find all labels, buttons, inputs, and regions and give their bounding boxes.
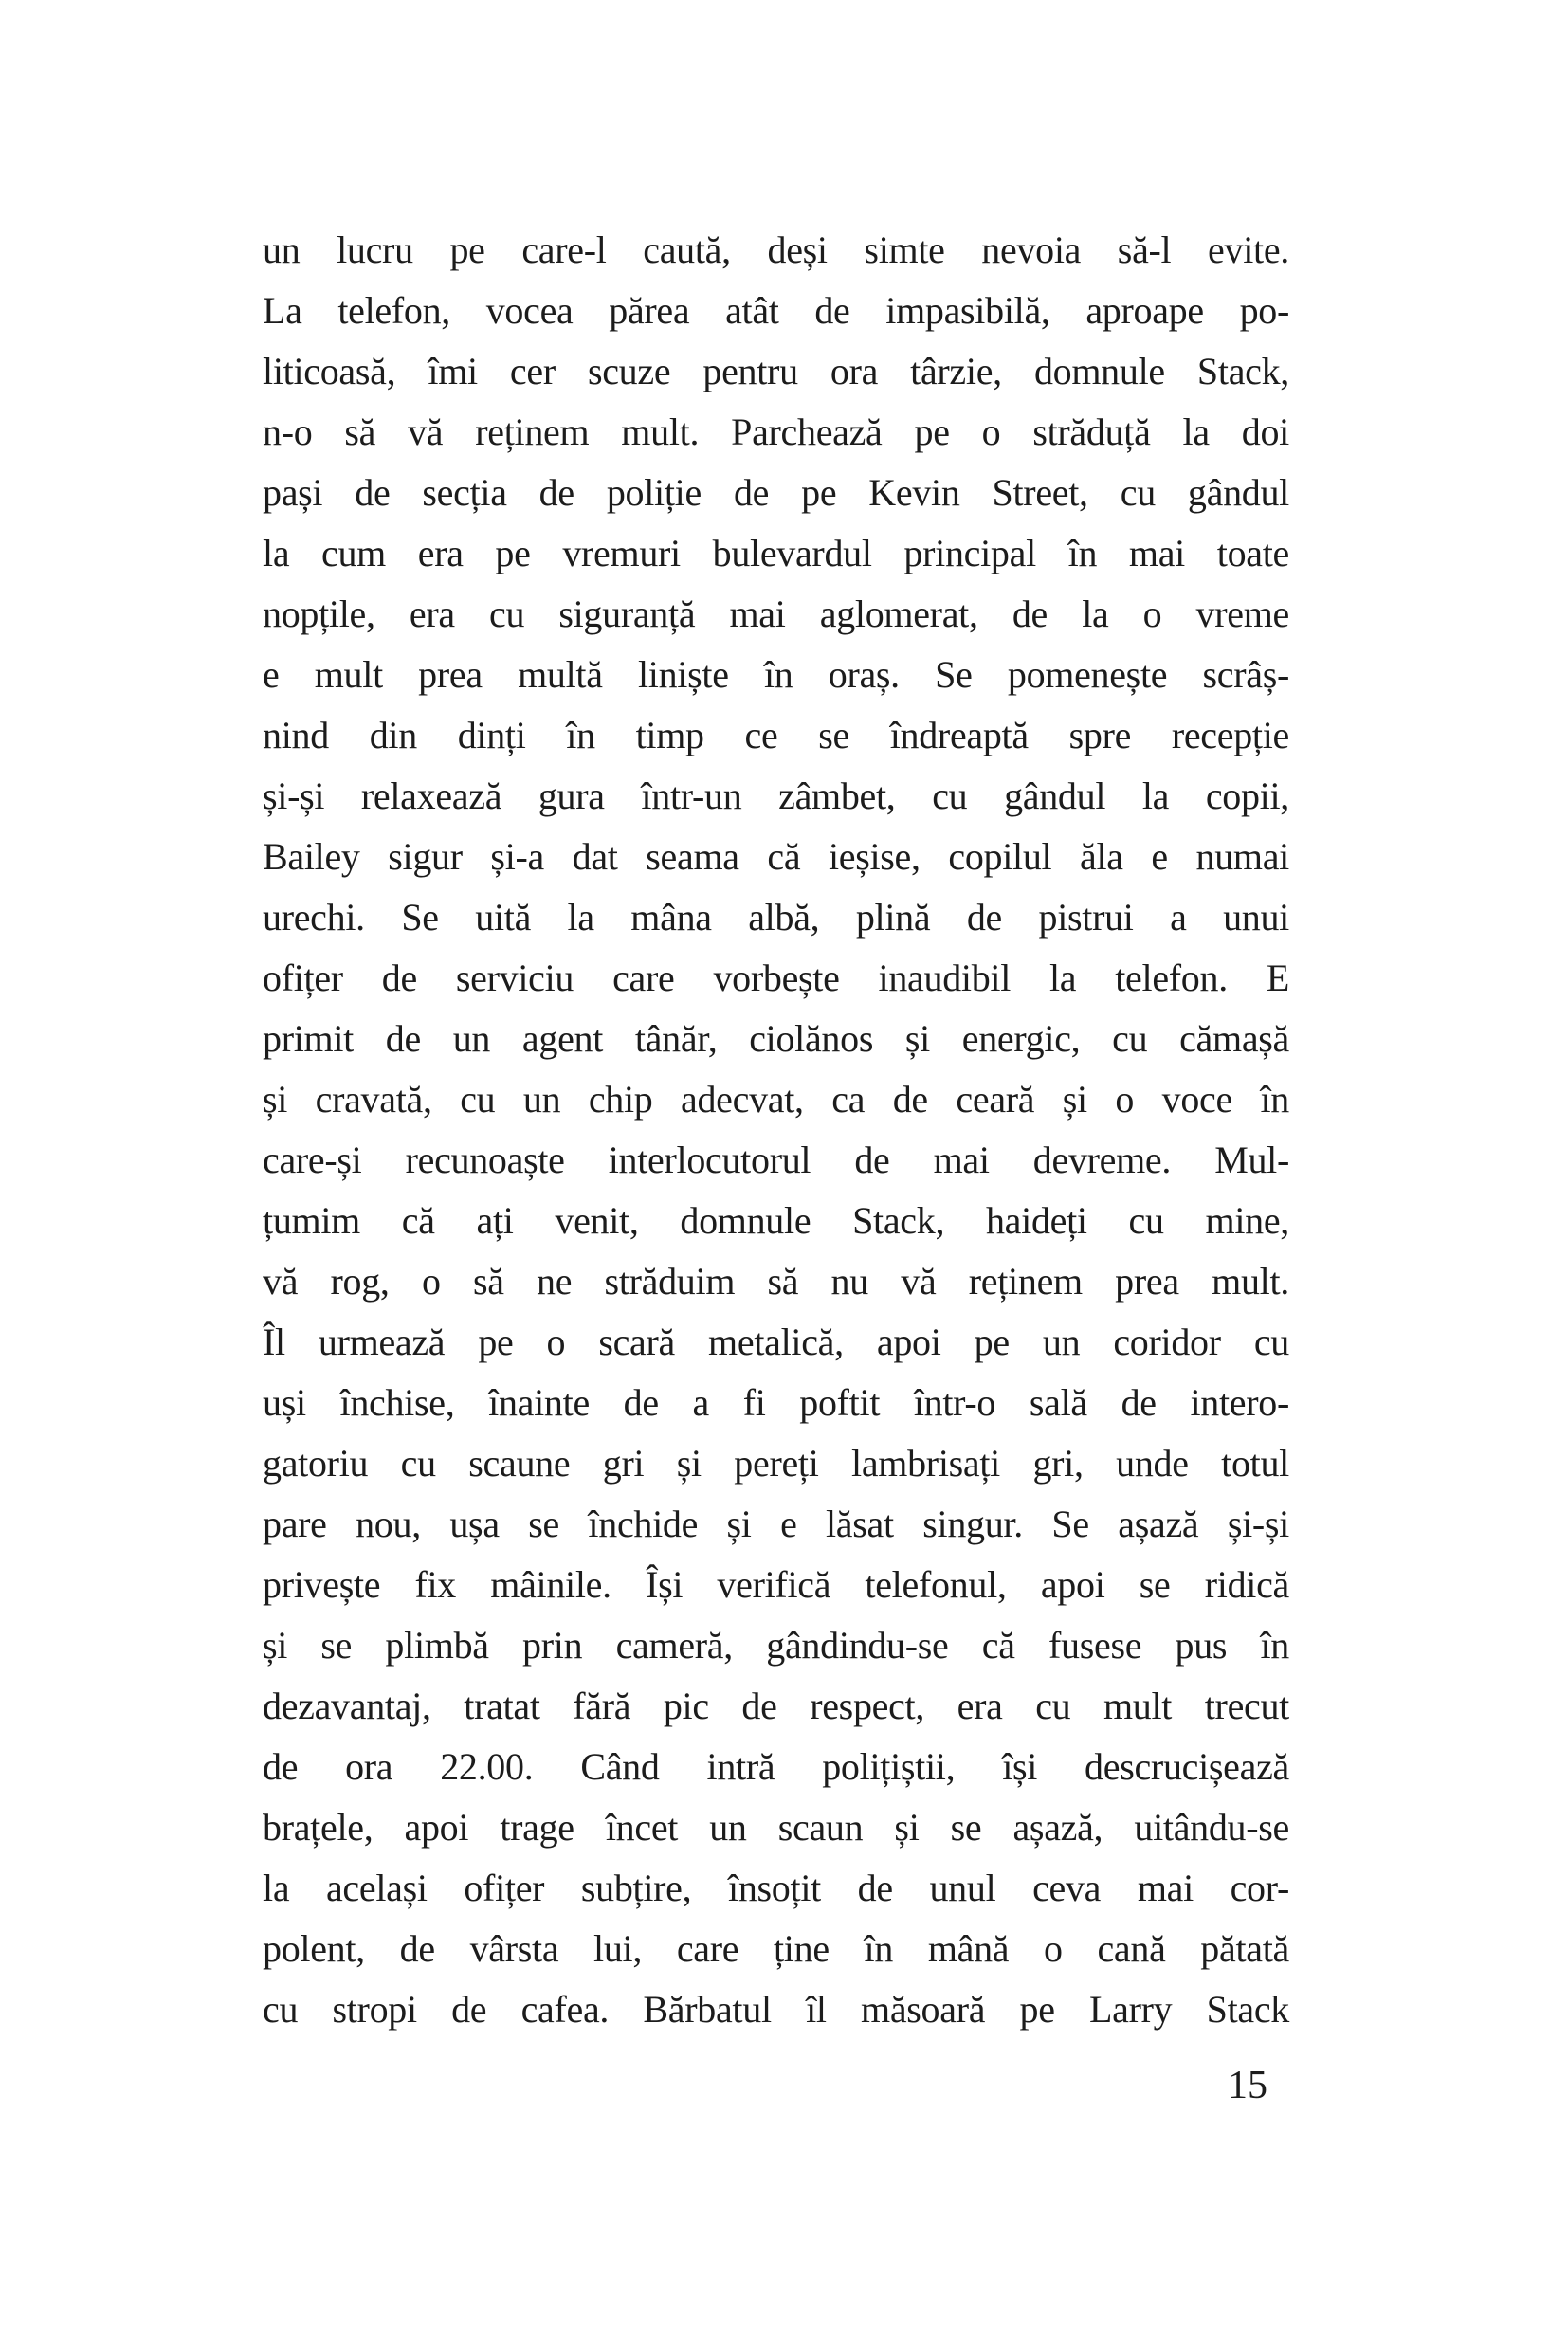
text-line: nopțile, era cu siguranță mai aglomerat, de la o vreme [263,592,1289,635]
text-line: de ora 22.00. Când intră polițiștii, își descrucișează [263,1745,1289,1788]
text-line: pare nou, ușa se închide și e lăsat singur. Se așază și-și [263,1503,1289,1545]
text-line: brațele, apoi trage încet un scaun și se așază, uitându-se [263,1806,1289,1849]
text-line: La telefon, vocea părea atât de impasibilă, aproape po- [263,289,1289,332]
text-line: cu stropi de cafea. Bărbatul îl măsoară pe Larry Stack [263,1988,1289,2031]
body-text [263,220,1289,2040]
text-line: un lucru pe care-l caută, deși simte nevoia să-l evite. [263,228,1289,271]
page-number: 15 [1228,2064,1267,2107]
text-line: și cravată, cu un chip adecvat, ca de ceară și o voce în [263,1078,1289,1121]
text-line: dezavantaj, tratat fără pic de respect, era cu mult trecut [263,1685,1289,1727]
text-line: și-și relaxează gura într-un zâmbet, cu gândul la copii, [263,775,1289,817]
text-line: e mult prea multă liniște în oraș. Se pomenește scrâș- [263,653,1289,696]
text-line: la cum era pe vremuri bulevardul principal în mai toate [263,532,1289,574]
text-line: urechi. Se uită la mâna albă, plină de pistrui a unui [263,896,1289,939]
text-line: primit de un agent tânăr, ciolănos și energic, cu cămașă [263,1017,1289,1060]
text-line: la același ofițer subțire, însoțit de unul ceva mai cor- [263,1867,1289,1909]
text-line: țumim că ați venit, domnule Stack, haideți cu mine, [263,1199,1289,1242]
text-line: polent, de vârsta lui, care ține în mână o cană pătată [263,1927,1289,1970]
text-line: care-și recunoaște interlocutorul de mai devreme. Mul- [263,1139,1289,1181]
text-line: Îl urmează pe o scară metalică, apoi pe un coridor cu [263,1321,1289,1363]
text-line: liticoasă, îmi cer scuze pentru ora târzie, domnule Stack, [263,350,1289,392]
text-line: ofițer de serviciu care vorbește inaudibil la telefon. E [263,957,1289,999]
text-line: și se plimbă prin cameră, gândindu-se că fusese pus în [263,1624,1289,1667]
text-line: n-o să vă reținem mult. Parchează pe o străduță la doi [263,410,1289,453]
text-line: vă rog, o să ne străduim să nu vă reținem prea mult. [263,1260,1289,1303]
text-line: uși închise, înainte de a fi poftit într-o sală de intero- [263,1381,1289,1424]
text-line: nind din dinți în timp ce se îndreaptă spre recepție [263,714,1289,756]
text-line: pași de secția de poliție de pe Kevin Street, cu gândul [263,471,1289,514]
text-line: privește fix mâinile. Își verifică telefonul, apoi se ridică [263,1563,1289,1606]
text-line: gatoriu cu scaune gri și pereți lambrisați gri, unde totul [263,1442,1289,1485]
text-line: Bailey sigur și-a dat seama că ieșise, copilul ăla e numai [263,835,1289,878]
